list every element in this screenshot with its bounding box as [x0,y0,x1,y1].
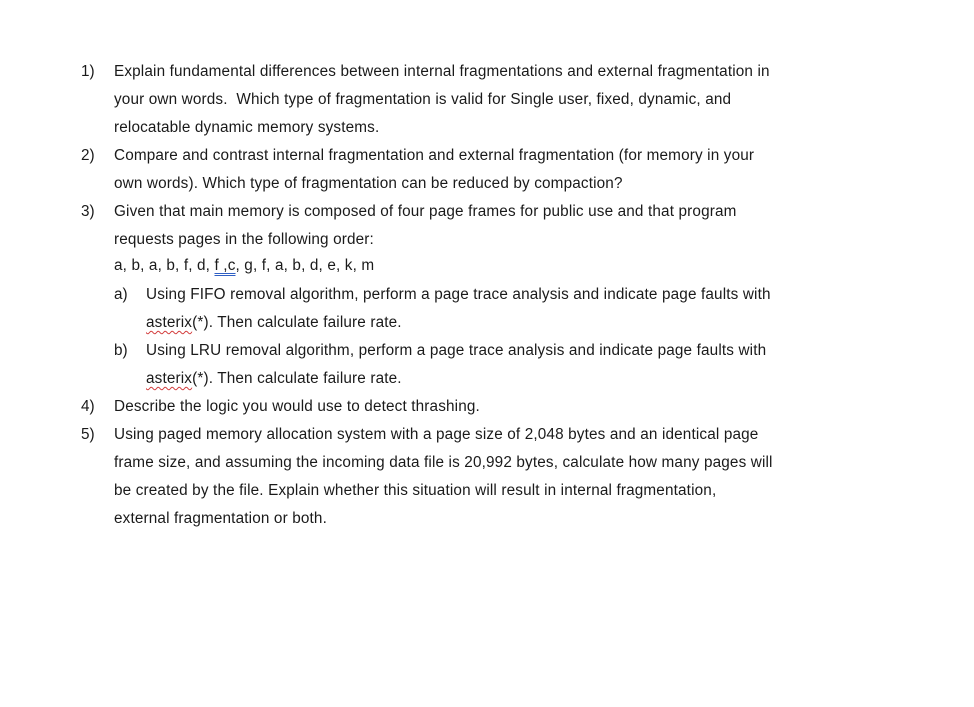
question-number: 5) [81,426,95,443]
question-text-line: requests pages in the following order: [114,231,374,248]
question-number: 4) [81,398,95,415]
subpart-text-line: Using FIFO removal algorithm, perform a page trace analysis and indicate page faults with [146,286,771,303]
spelling-flagged-word: asterix [146,314,193,331]
subpart-label: a) [114,286,128,303]
question-text-line: Given that main memory is composed of four page frames for public use and that program [114,203,737,220]
sequence-text: , g, f, a, b, d, e, k, m [235,257,375,274]
subpart-text-line: Using LRU removal algorithm, perform a page trace analysis and indicate page faults with [146,342,767,359]
subpart-text: (*). Then calculate failure rate. [192,314,402,331]
question-text-line: relocatable dynamic memory systems. [114,119,380,136]
subpart-text-line [146,313,402,333]
subpart-text-line [146,369,402,389]
question-text-line: Explain fundamental differences between internal fragmentations and external fragmentation in [114,63,770,80]
question-number: 3) [81,203,95,220]
question-text-line: Describe the logic you would use to detect thrashing. [114,398,480,415]
question-number: 1) [81,63,95,80]
page-request-sequence [114,256,374,276]
spelling-flagged-word: asterix [146,370,193,387]
subpart-text: (*). Then calculate failure rate. [192,370,402,387]
question-number: 2) [81,147,95,164]
sequence-text: a, b, a, b, f, d, [114,257,215,274]
question-text-line: frame size, and assuming the incoming data file is 20,992 bytes, calculate how many pages will [114,454,773,471]
question-text-line: Compare and contrast internal fragmentation and external fragmentation (for memory in your [114,147,755,164]
subpart-label: b) [114,342,128,359]
question-text-line: your own words. Which type of fragmentation is valid for Single user, fixed, dynamic, and [114,91,732,108]
grammar-flagged-text: f ,c [214,257,236,274]
question-text-line: own words). Which type of fragmentation can be reduced by compaction? [114,175,623,192]
question-text-line: be created by the file. Explain whether this situation will result in internal fragmentation, [114,482,717,499]
question-text-line: Using paged memory allocation system with a page size of 2,048 bytes and an identical page [114,426,759,443]
question-text-line: external fragmentation or both. [114,510,327,527]
